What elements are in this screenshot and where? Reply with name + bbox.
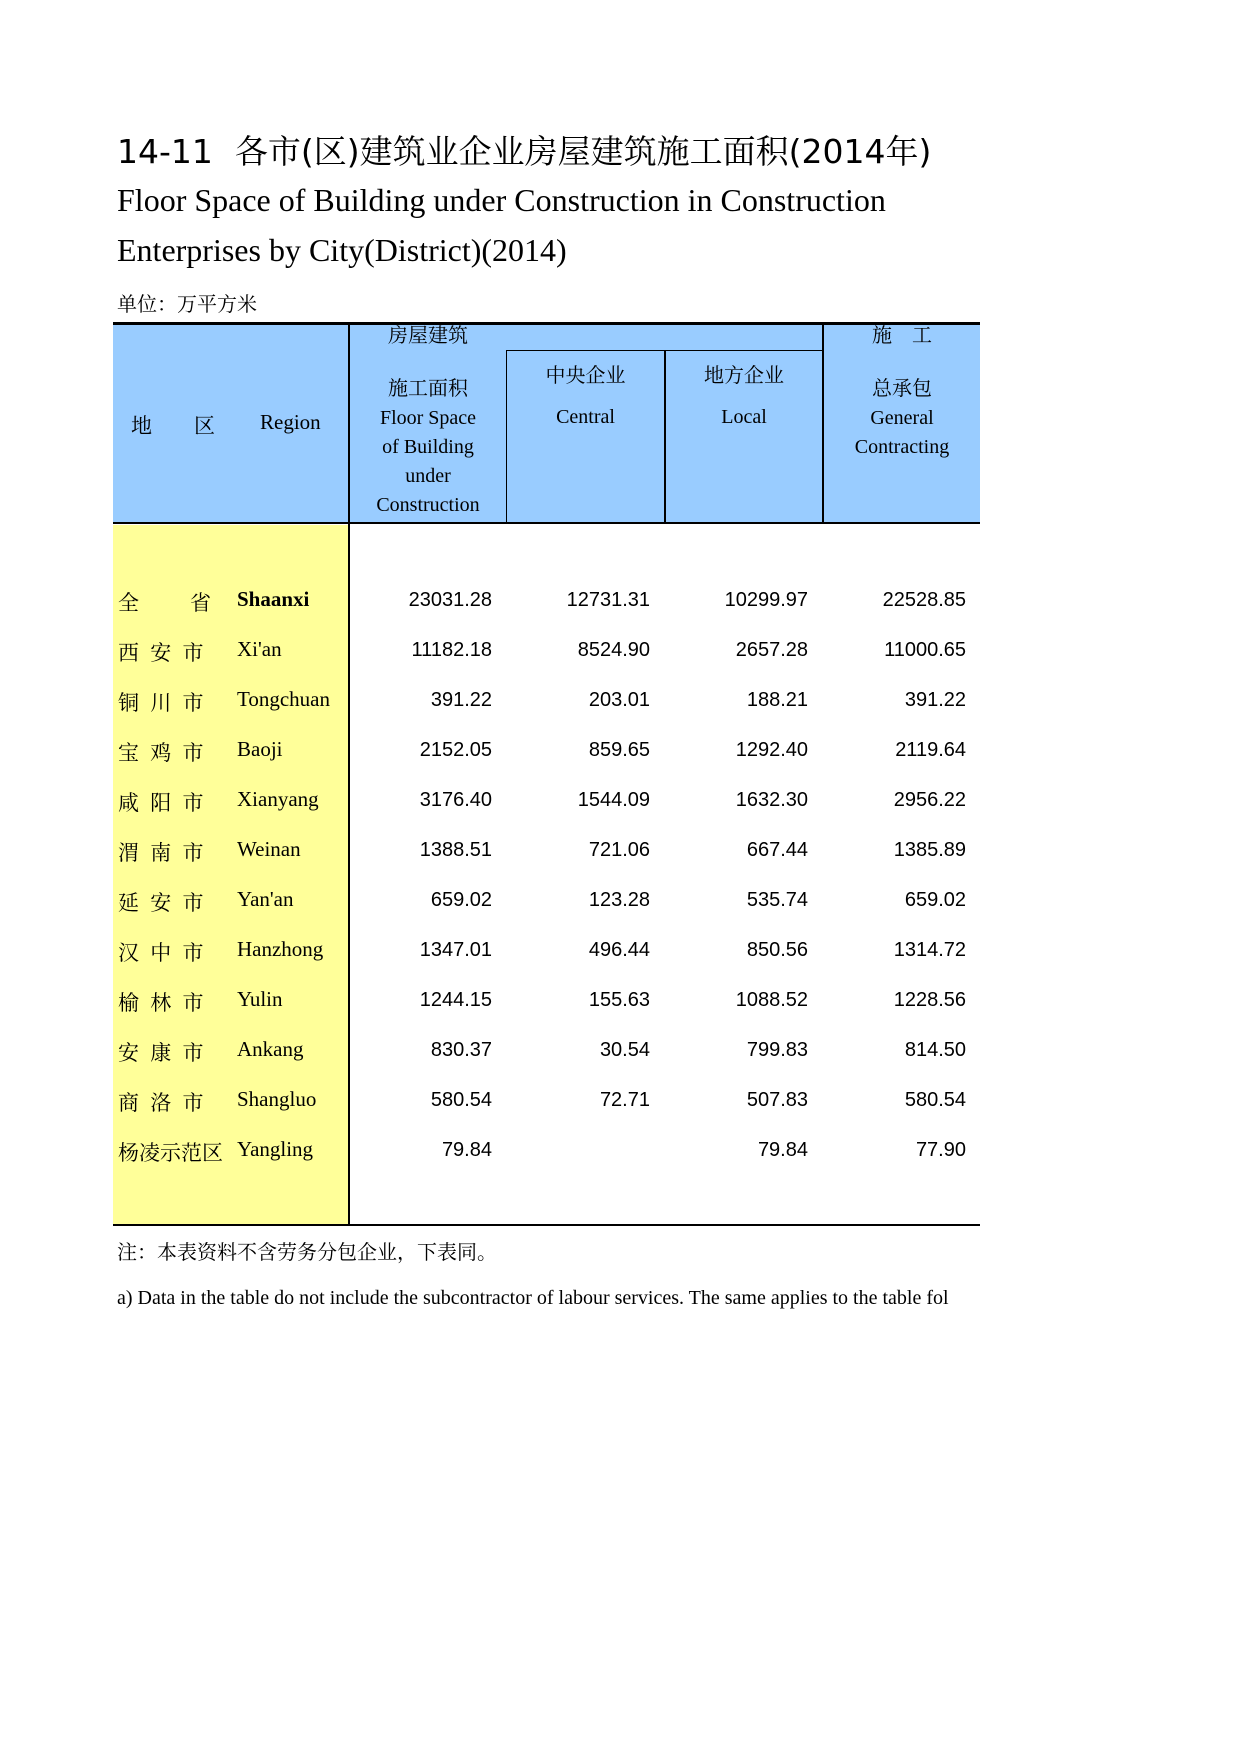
col1-header-en-1: Floor Space — [379, 407, 477, 429]
footnote-en: a) Data in the table do not include the subcontractor of labour services. The same applies to the table fol — [117, 1287, 949, 1309]
table-row — [113, 875, 980, 925]
table-row — [113, 725, 980, 775]
value-general-contracting: 2956.22 — [893, 789, 966, 811]
table-row — [113, 825, 980, 875]
group-header-building: 房屋建筑 — [388, 325, 468, 347]
table-row — [113, 1075, 980, 1125]
value-local: 799.83 — [746, 1039, 808, 1061]
value-central: 8524.90 — [577, 639, 650, 661]
value-central: 123.28 — [588, 889, 650, 911]
region-cn: 延 安 市 — [118, 891, 207, 915]
table-row — [113, 975, 980, 1025]
region-cn: 铜 川 市 — [118, 691, 207, 715]
region-en: Yangling — [237, 1137, 314, 1161]
value-general-contracting: 580.54 — [904, 1089, 966, 1111]
region-en: Tongchuan — [237, 687, 331, 711]
unit-label: 单位：万平方米 — [117, 294, 257, 316]
region-cn: 西 安 市 — [118, 641, 207, 665]
region-cn: 榆 林 市 — [118, 991, 207, 1015]
value-general-contracting: 11000.65 — [884, 639, 966, 661]
col3-header-en: Local — [721, 406, 767, 428]
value-general-contracting: 1314.72 — [893, 939, 966, 961]
region-en: Xianyang — [237, 787, 319, 811]
value-floor-space: 580.54 — [430, 1089, 492, 1111]
table-bottom-border — [113, 1224, 980, 1226]
region-en: Hanzhong — [237, 937, 324, 961]
table-number: 14-11 — [117, 132, 213, 171]
value-local: 10299.97 — [724, 589, 808, 611]
value-local: 79.84 — [757, 1139, 808, 1161]
region-en: Yulin — [237, 987, 283, 1011]
col1-header-en-3: under — [405, 465, 451, 487]
region-cn: 汉 中 市 — [118, 941, 207, 965]
header-bottom-border — [113, 522, 980, 524]
value-central: 203.01 — [588, 689, 650, 711]
value-floor-space: 1347.01 — [419, 939, 492, 961]
value-general-contracting: 814.50 — [904, 1039, 966, 1061]
value-central: 155.63 — [588, 989, 650, 1011]
col4-header-en-1: General — [870, 407, 934, 429]
value-general-contracting: 22528.85 — [882, 589, 966, 611]
value-floor-space: 11182.18 — [411, 639, 492, 661]
table-row — [113, 575, 980, 625]
value-floor-space: 2152.05 — [419, 739, 492, 761]
value-general-contracting: 77.90 — [915, 1139, 966, 1161]
region-cn: 杨凌示范区 — [118, 1141, 223, 1165]
col1-header-en-4: Construction — [376, 494, 480, 516]
value-central: 30.54 — [599, 1039, 650, 1061]
value-local: 535.74 — [746, 889, 808, 911]
value-local: 667.44 — [746, 839, 808, 861]
table-row — [113, 675, 980, 725]
title-cn-text: 各市(区)建筑业企业房屋建筑施工面积(2014年) — [234, 132, 932, 171]
value-central: 721.06 — [588, 839, 650, 861]
col1-header-cn: 施工面积 — [388, 378, 468, 400]
region-en: Xi'an — [237, 637, 282, 661]
footnote-cn: 注：本表资料不含劳务分包企业，下表同。 — [117, 1242, 497, 1264]
value-general-contracting: 1385.89 — [893, 839, 966, 861]
value-general-contracting: 659.02 — [904, 889, 966, 911]
value-floor-space: 659.02 — [430, 889, 492, 911]
value-local: 1292.40 — [735, 739, 808, 761]
value-local: 850.56 — [746, 939, 808, 961]
value-central: 72.71 — [599, 1089, 650, 1111]
region-en: Baoji — [237, 737, 283, 761]
page-title-en-line2: Enterprises by City(District)(2014) — [117, 232, 567, 268]
value-floor-space: 1244.15 — [419, 989, 492, 1011]
page-title-cn — [117, 126, 931, 173]
value-floor-space: 830.37 — [430, 1039, 492, 1061]
region-cn: 宝 鸡 市 — [118, 741, 207, 765]
value-general-contracting: 2119.64 — [895, 739, 966, 761]
value-central: 859.65 — [588, 739, 650, 761]
value-central: 12731.31 — [566, 589, 650, 611]
col2-header-en: Central — [556, 406, 615, 428]
value-general-contracting: 1228.56 — [893, 989, 966, 1011]
region-en: Shaanxi — [237, 587, 310, 611]
col2-header-cn: 中央企业 — [545, 365, 626, 387]
value-local: 1088.52 — [735, 989, 808, 1011]
region-en: Ankang — [237, 1037, 304, 1061]
value-floor-space: 3176.40 — [419, 789, 492, 811]
group-header-construction: 施 工 — [872, 325, 932, 347]
region-en: Weinan — [237, 837, 301, 861]
value-local: 188.21 — [746, 689, 808, 711]
page-title-en-line1: Floor Space of Building under Construction in Construction — [117, 182, 886, 218]
value-floor-space: 79.84 — [441, 1139, 492, 1161]
region-cn: 渭 南 市 — [118, 841, 207, 865]
table-row — [113, 775, 980, 825]
region-header-en: Region — [260, 410, 321, 434]
col1-header-en-2: of Building — [382, 436, 474, 458]
col3-header — [666, 362, 822, 432]
value-floor-space: 391.22 — [430, 689, 492, 711]
table-row — [113, 625, 980, 675]
table-row — [113, 925, 980, 975]
region-cn: 商 洛 市 — [118, 1091, 207, 1115]
region-cn: 全 省 — [118, 591, 214, 615]
table-row — [113, 1125, 980, 1175]
region-en: Yan'an — [237, 887, 294, 911]
value-central: 1544.09 — [577, 789, 650, 811]
value-general-contracting: 391.22 — [904, 689, 966, 711]
col1-header — [350, 375, 506, 520]
value-local: 1632.30 — [735, 789, 808, 811]
value-local: 507.83 — [746, 1089, 808, 1111]
value-floor-space: 23031.28 — [408, 589, 492, 611]
table-row — [113, 1025, 980, 1075]
col4-header-en-2: Contracting — [854, 436, 950, 458]
region-en: Shangluo — [237, 1087, 317, 1111]
region-header-cn: 地 区 — [131, 414, 215, 438]
region-cn: 安 康 市 — [118, 1041, 207, 1065]
value-local: 2657.28 — [735, 639, 808, 661]
value-central: 496.44 — [588, 939, 650, 961]
region-cn: 咸 阳 市 — [118, 791, 207, 815]
value-floor-space: 1388.51 — [419, 839, 492, 861]
col2-header — [507, 362, 664, 432]
col4-header — [824, 375, 980, 462]
col3-header-cn: 地方企业 — [704, 365, 784, 387]
col4-header-cn: 总承包 — [872, 378, 932, 400]
